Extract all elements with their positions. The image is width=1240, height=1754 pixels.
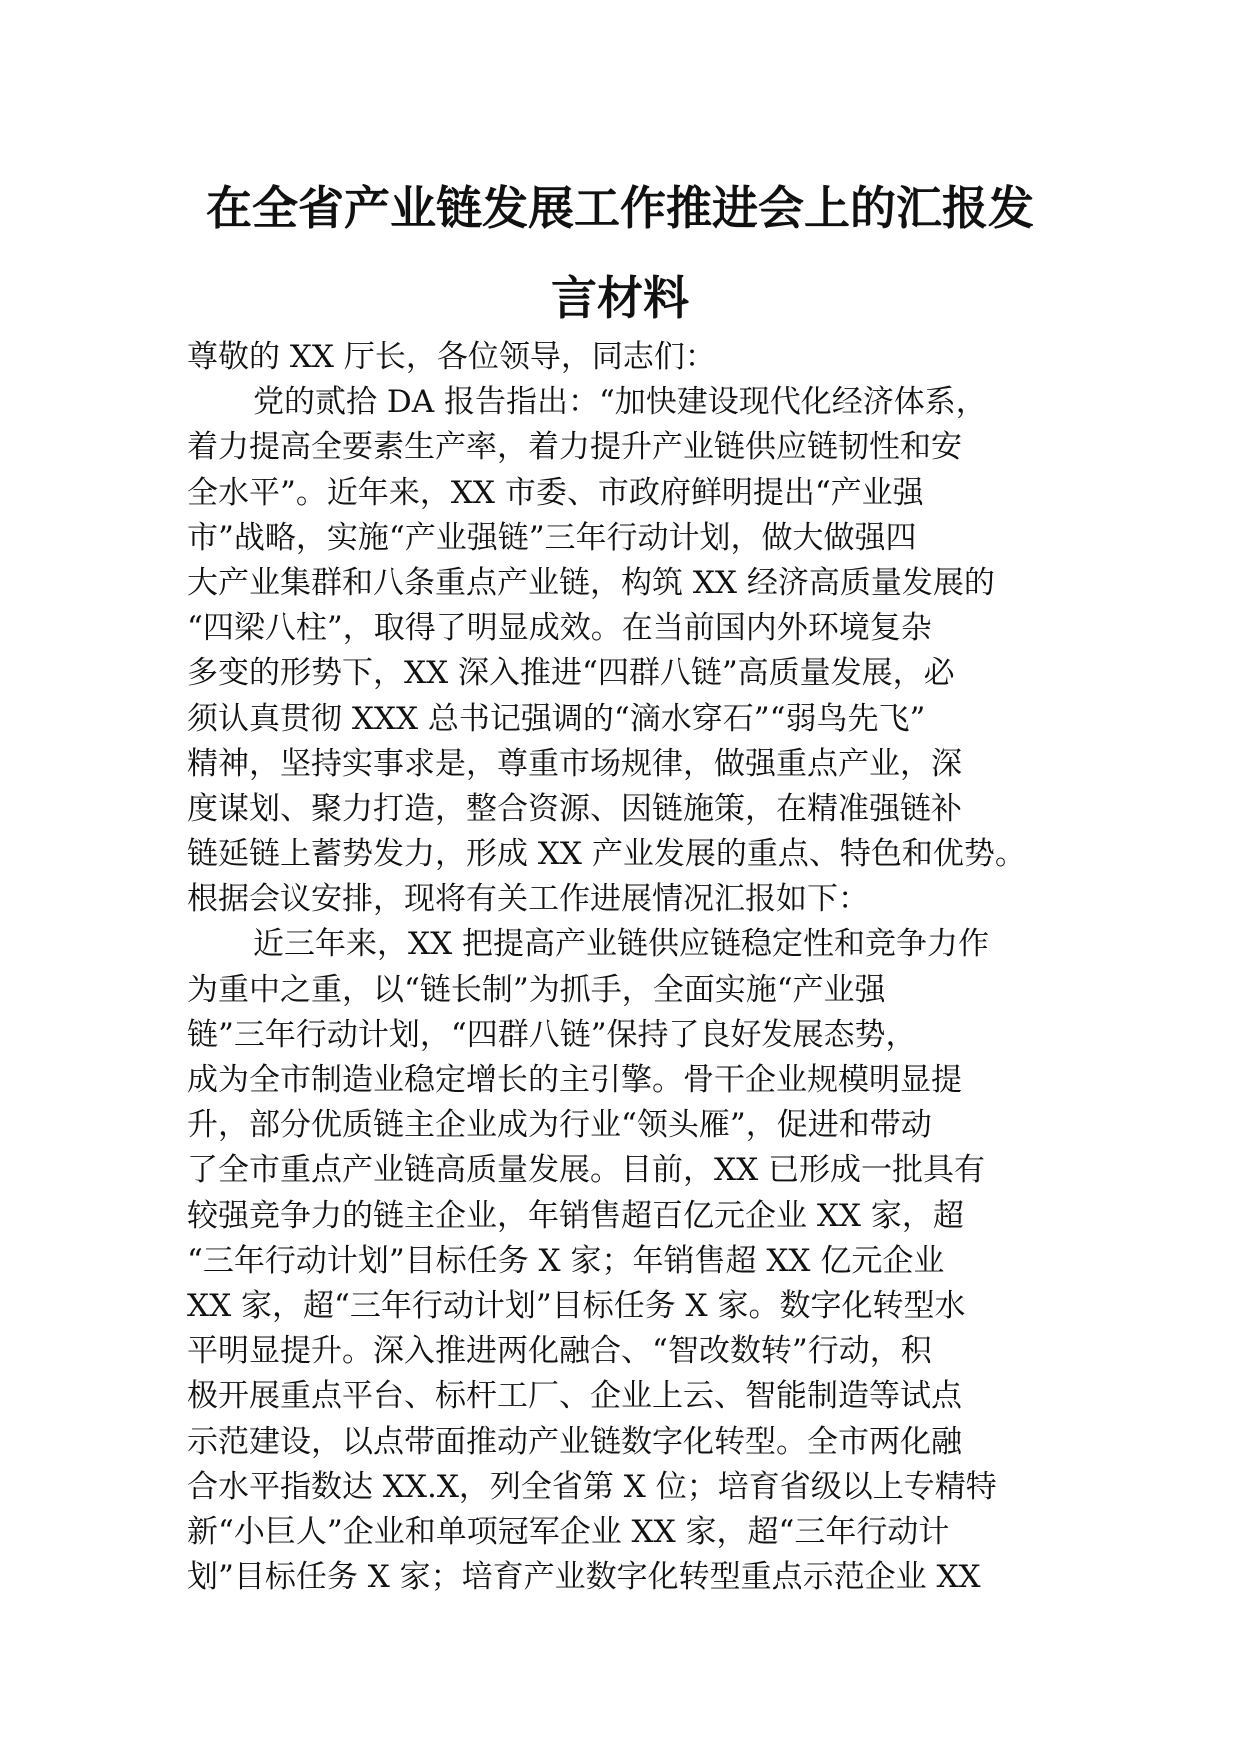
body-text-line: 成为全市制造业稳定增长的主引擎。骨干企业规模明显提 bbox=[187, 1062, 962, 1098]
body-text-line: XX 家，超“三年行动计划”目标任务 X 家。数字化转型水 bbox=[187, 1287, 966, 1324]
body-text-line: “四梁八柱”，取得了明显成效。在当前国内外环境复杂 bbox=[187, 610, 932, 647]
page-title-line-2: 言材料 bbox=[551, 271, 689, 325]
body-text-line: 度谋划、聚力打造，整合资源、因链施策，在精准强链补 bbox=[187, 790, 962, 827]
body-text-line: 为重中之重，以“链长制”为抓手，全面实施“产业强 bbox=[187, 971, 886, 1008]
body-text-line: 划”目标任务 X 家；培育产业数字化转型重点示范企业 XX bbox=[187, 1559, 981, 1596]
body-text-line: 根据会议安排，现将有关工作进展情况汇报如下： bbox=[187, 881, 869, 918]
body-text-line: 市”战略，实施“产业强链”三年行动计划，做大做强四 bbox=[187, 519, 917, 556]
body-text-line: 较强竞争力的链主企业，年销售超百亿元企业 XX 家，超 bbox=[187, 1197, 964, 1234]
body-text-line: 党的贰拾 DA 报告指出：“加快建设现代化经济体系， bbox=[253, 384, 987, 421]
body-text-line: 链延链上蓄势发力，形成 XX 产业发展的重点、特色和优势。 bbox=[187, 836, 1026, 873]
body-text-line: 升，部分优质链主企业成为行业“领头雁”，促进和带动 bbox=[187, 1107, 932, 1144]
body-text-line: 着力提高全要素生产率，着力提升产业链供应链韧性和安 bbox=[187, 429, 962, 466]
body-text-line: 了全市重点产业链高质量发展。目前，XX 已形成一批具有 bbox=[187, 1152, 985, 1189]
body-text-line: 新“小巨人”企业和单项冠军企业 XX 家，超“三年行动计 bbox=[187, 1513, 950, 1550]
body-text-line: 合水平指数达 XX.X，列全省第 X 位；培育省级以上专精特 bbox=[187, 1468, 997, 1505]
body-text-line: 示范建设，以点带面推动产业链数字化转型。全市两化融 bbox=[187, 1423, 962, 1460]
body-text-line: 近三年来，XX 把提高产业链供应链稳定性和竞争力作 bbox=[253, 926, 989, 963]
body-text-line: 极开展重点平台、标杆工厂、企业上云、智能制造等试点 bbox=[187, 1378, 962, 1415]
document-body bbox=[187, 335, 1057, 1600]
body-text-line: 平明显提升。深入推进两化融合、“智改数转”行动，积 bbox=[187, 1333, 932, 1370]
body-text-line: “三年行动计划”目标任务 X 家；年销售超 XX 亿元企业 bbox=[187, 1242, 945, 1279]
body-text-line: 链”三年行动计划，“四群八链”保持了良好发展态势， bbox=[187, 1016, 917, 1053]
body-text-line: 全水平”。近年来，XX 市委、市政府鲜明提出“产业强 bbox=[187, 474, 924, 511]
body-text-line: 须认真贯彻 XXX 总书记强调的“滴水穿石”“弱鸟先飞” bbox=[187, 700, 926, 737]
body-text-line: 尊敬的 XX 厅长，各位领导，同志们： bbox=[187, 339, 716, 375]
body-text-line: 多变的形势下，XX 深入推进“四群八链”高质量发展，必 bbox=[187, 655, 955, 692]
page-title-line-1: 在全省产业链发展工作推进会上的汇报发 bbox=[206, 181, 1034, 235]
body-text-line: 精神，坚持实事求是，尊重市场规律，做强重点产业，深 bbox=[187, 745, 962, 782]
body-text-line: 大产业集群和八条重点产业链，构筑 XX 经济高质量发展的 bbox=[187, 564, 995, 601]
